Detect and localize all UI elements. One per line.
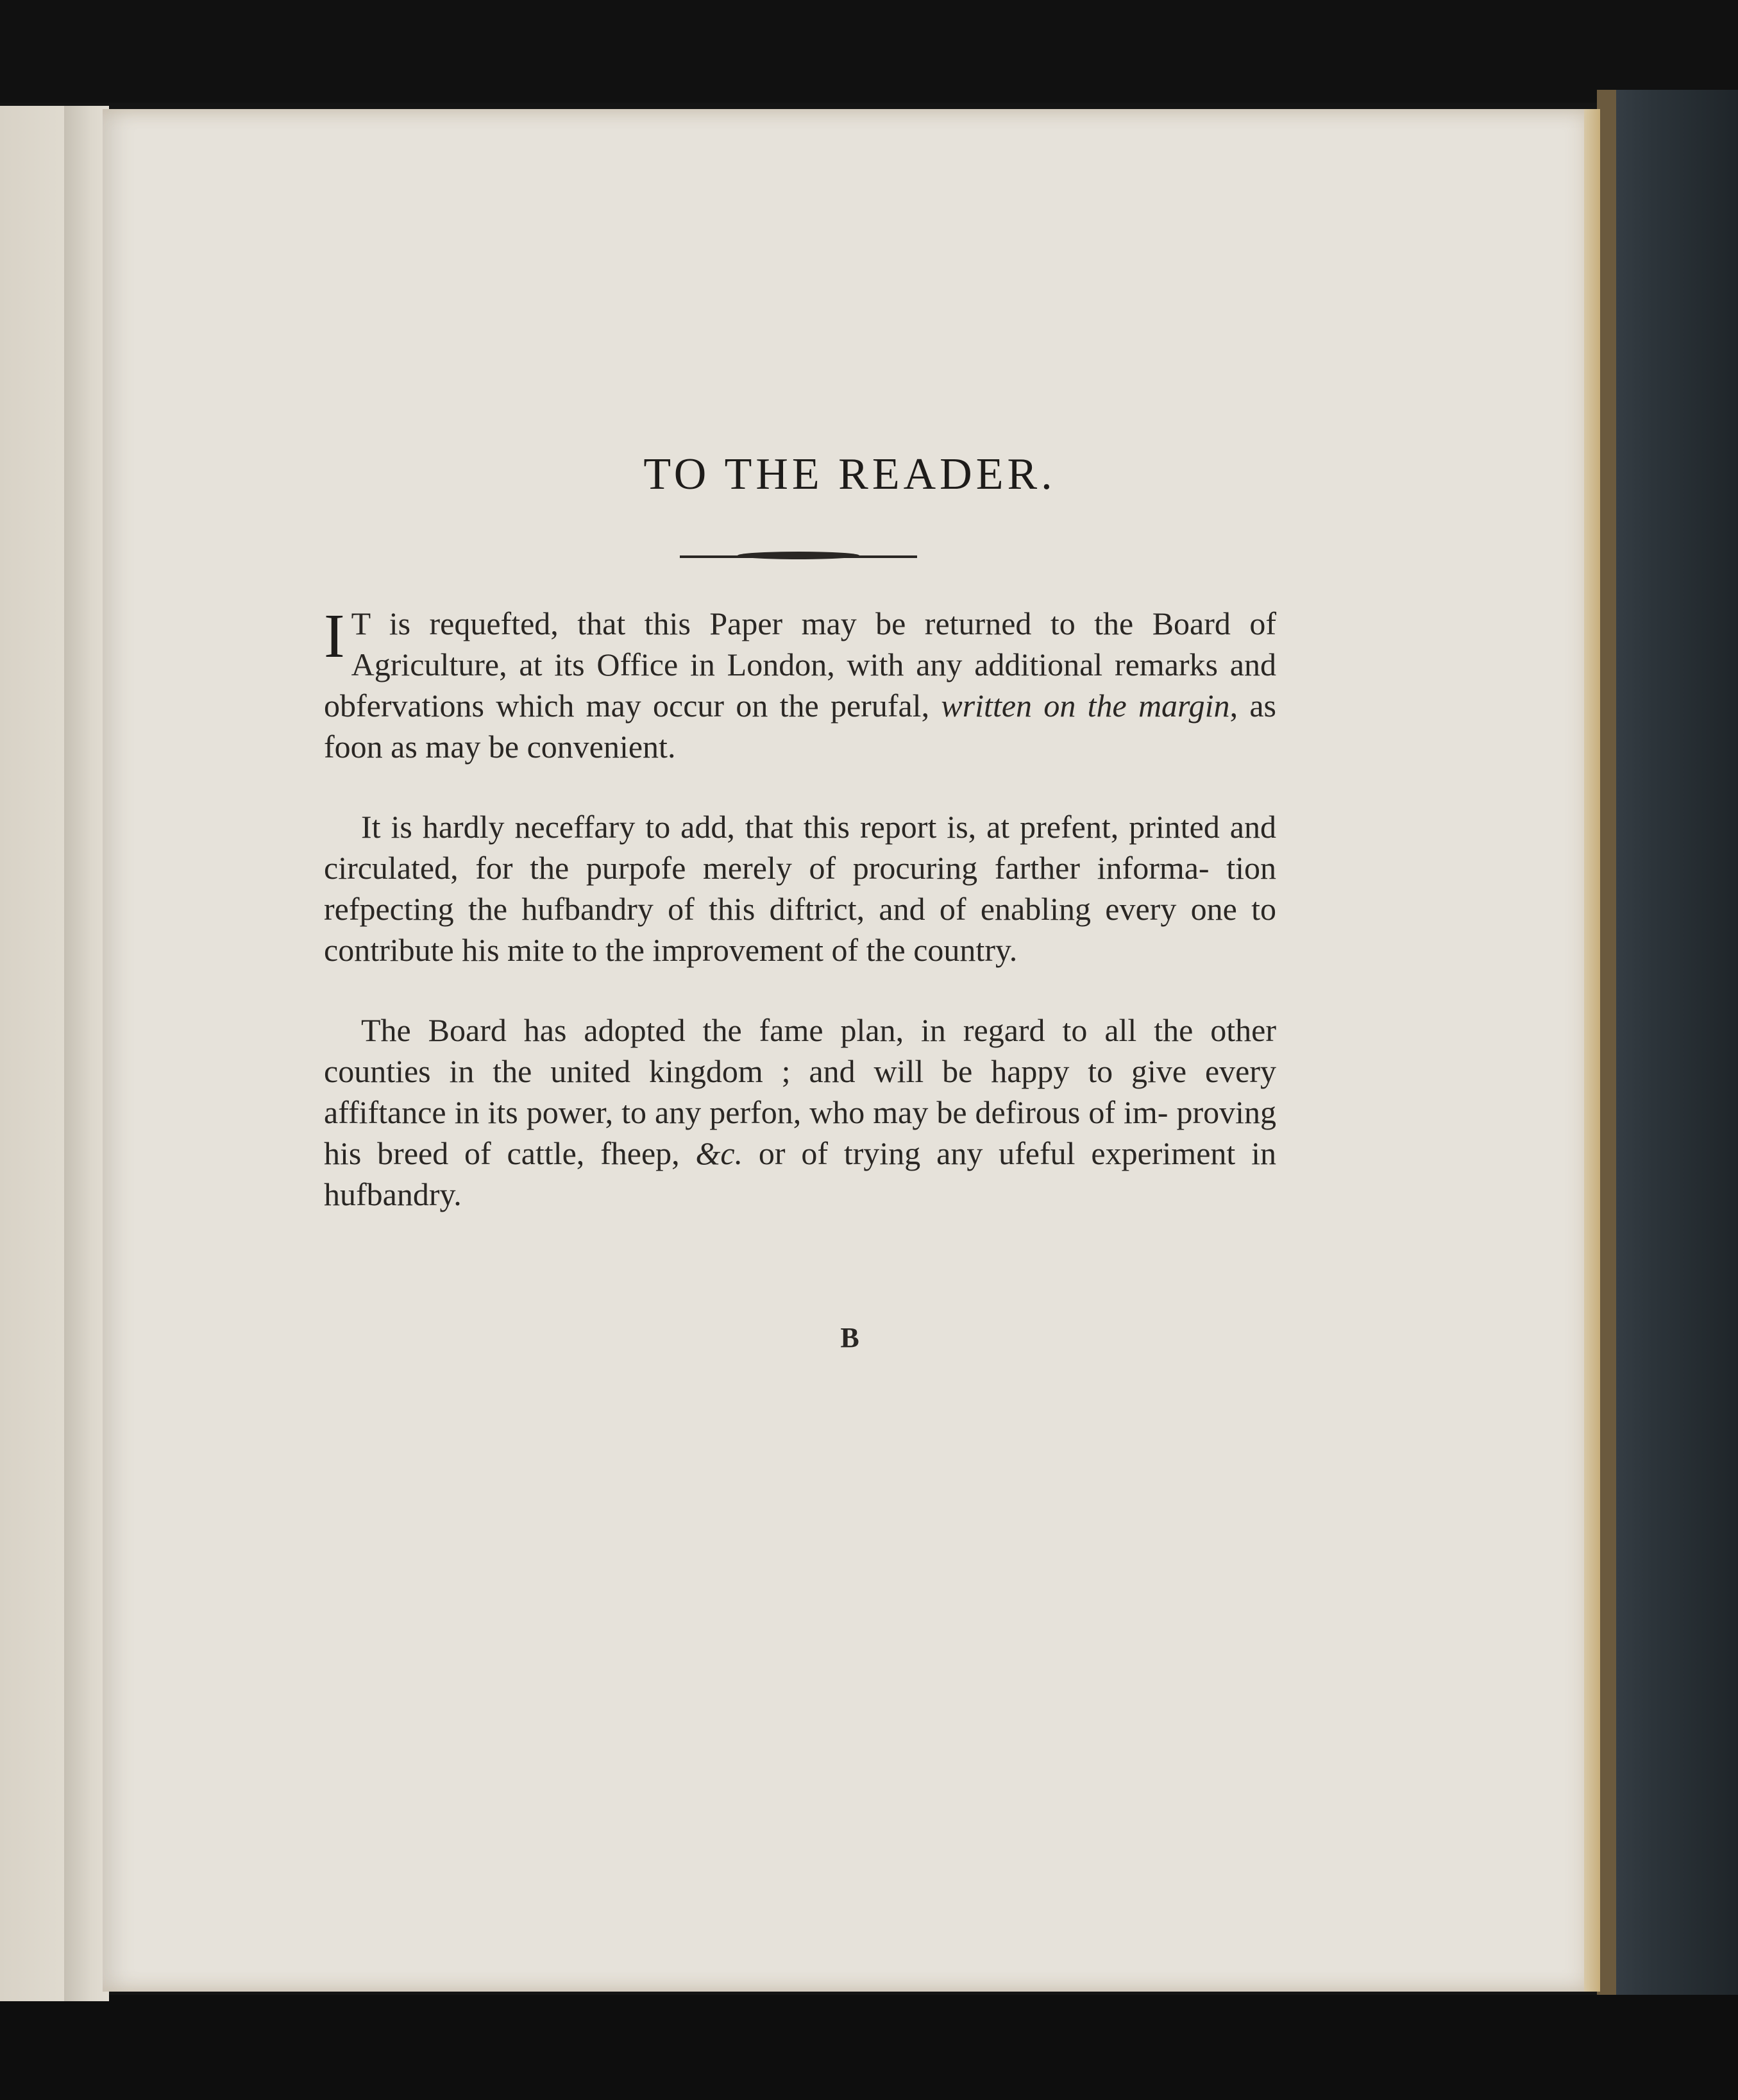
paragraph-2: It is hardly neceffary to add, that this report is, at prefent, printed and circulated, for the purpofe merely of procuring farther informa- tion refpecting the hufbandry of this diftrict, and of enabling every one to contribute his mite to the improvement of the country. xyxy=(324,809,1276,968)
page-title: TO THE READER. xyxy=(643,450,1056,499)
book-cover-bottom xyxy=(0,1995,1738,2100)
paragraph-1 xyxy=(324,603,1276,767)
paragraph-1-tail: , as foon as may be convenient. xyxy=(324,688,1276,765)
signature-mark: B xyxy=(840,1322,859,1353)
body-text xyxy=(324,603,1276,1254)
drop-cap: I xyxy=(324,602,345,671)
paragraph-3-tail: or of trying any ufeful experiment in hufbandry. xyxy=(324,1135,1276,1212)
paragraph-1-lead: T is requefted, that this Paper may be returned to the Board of Agriculture, at its Office in London, with any additional remarks and obfervations which may occur on the perufal, xyxy=(324,605,1276,724)
ornamental-rule-swell xyxy=(738,552,859,559)
paragraph-3-lead: The Board has adopted the fame plan, in regard to all the other counties in the united kingdom ; and will be happy to give every affiftance in its power, to any perfon, who may be defirous of im- proving his breed of cattle, fheep, xyxy=(324,1012,1276,1171)
paragraph-1-italic: written on the margin xyxy=(941,688,1230,724)
paragraph-3-italic: &c. xyxy=(695,1135,743,1171)
page-fore-edge xyxy=(1584,109,1600,1992)
paragraph-3 xyxy=(324,1010,1276,1215)
book-cover-right xyxy=(1597,90,1738,2001)
book-cover-top xyxy=(0,0,1738,103)
